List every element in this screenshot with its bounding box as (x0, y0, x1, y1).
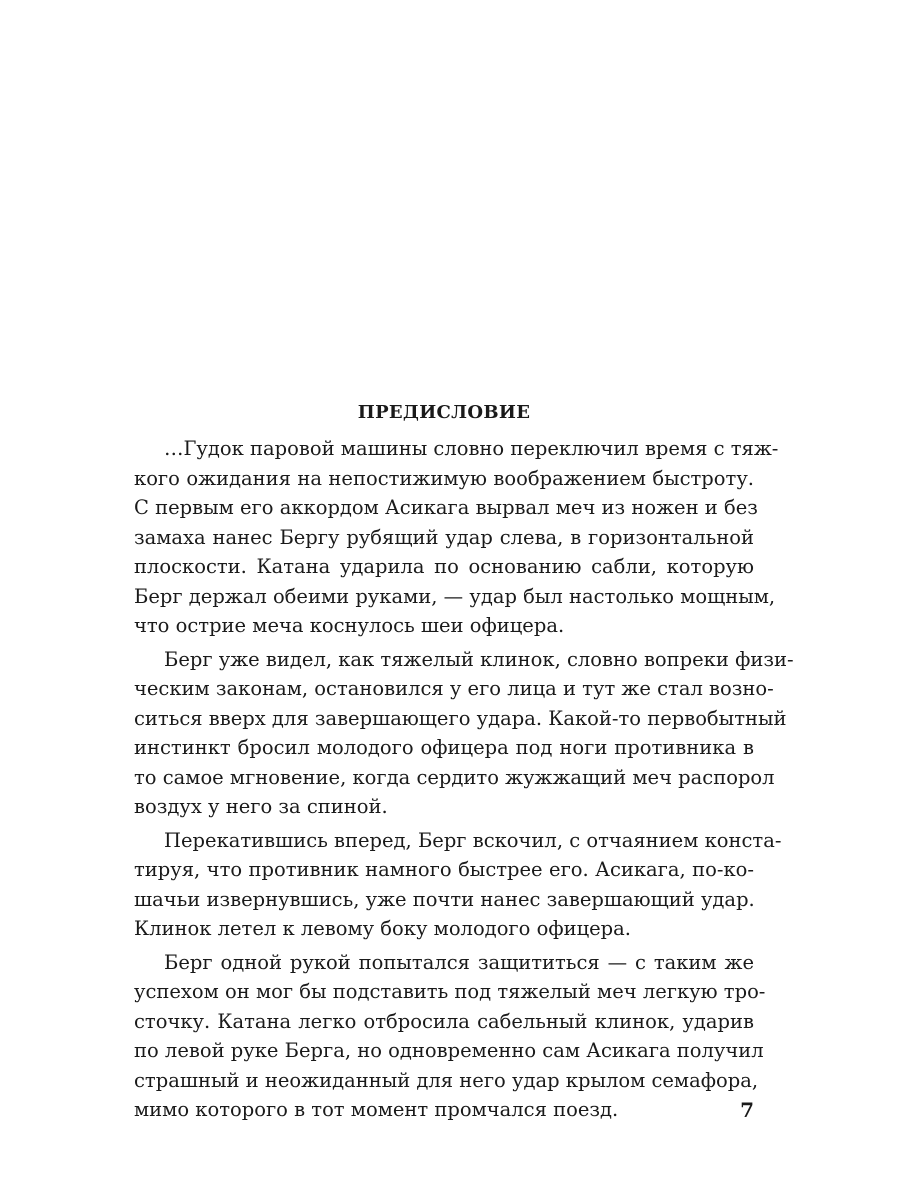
text-line: Перекатившись вперед, Берг вскочил, с отчаянием конста- (164, 828, 782, 852)
text-line: воздух у него за спиной. (134, 795, 388, 818)
text-line: сточку. Катана легко отбросила сабельный клинок, ударив (134, 1009, 754, 1033)
text-line: что острие меча коснулось шеи офицера. (134, 614, 565, 637)
text-line: инстинкт бросил молодого офицера под ноги противника в (134, 736, 754, 759)
text-line: ситься вверх для завершающего удара. Какой-то первобытный (134, 706, 787, 730)
text-line: замаха нанес Бергу рубящий удар слева, в горизонтальной (134, 525, 754, 549)
text-line: страшный и неожиданный для него удар крылом семафора, (134, 1068, 759, 1092)
text-line: по левой руке Берга, но одновременно сам Асикага получил (134, 1039, 764, 1062)
text-line: успехом он мог бы подставить под тяжелый меч легкую тро- (134, 980, 766, 1003)
text-line: Берг держал обеими руками, — удар был настолько мощным, (134, 584, 776, 608)
text-line: то самое мгновение, когда сердито жужжащий меч распорол (134, 765, 775, 789)
text-line: тируя, что противник намного быстрее его. Асикага, по-ко- (134, 858, 754, 881)
body-text (134, 434, 794, 1129)
chapter-heading: ПРЕДИСЛОВИЕ (357, 402, 531, 423)
text-line: Клинок летел к левому боку молодого офицера. (134, 917, 631, 940)
paragraph-2 (134, 645, 794, 822)
text-line: Берг одной рукой попытался защититься — с таким же (164, 950, 754, 974)
text-line: ческим законам, остановился у его лица и тут же стал возно- (134, 677, 774, 700)
text-line: мимо которого в тот момент промчался поезд. (134, 1098, 619, 1121)
page-number: 7 (740, 1098, 754, 1122)
text-line: Берг уже видел, как тяжелый клинок, словно вопреки физи- (164, 647, 794, 671)
text-line: плоскости. Катана ударила по основанию сабли, которую (134, 555, 754, 578)
text-line: …Гудок паровой машины словно переключил время с тяж- (164, 437, 779, 460)
text-line: кого ожидания на непостижимую воображением быстроту. (134, 466, 754, 490)
text-line: С первым его аккордом Асикага вырвал меч из ножен и без (134, 496, 758, 519)
paragraph-4 (134, 948, 766, 1125)
text-line: шачьи извернувшись, уже почти нанес завершающий удар. (134, 887, 755, 911)
paragraph-1 (134, 434, 779, 641)
paragraph-3 (134, 826, 782, 944)
